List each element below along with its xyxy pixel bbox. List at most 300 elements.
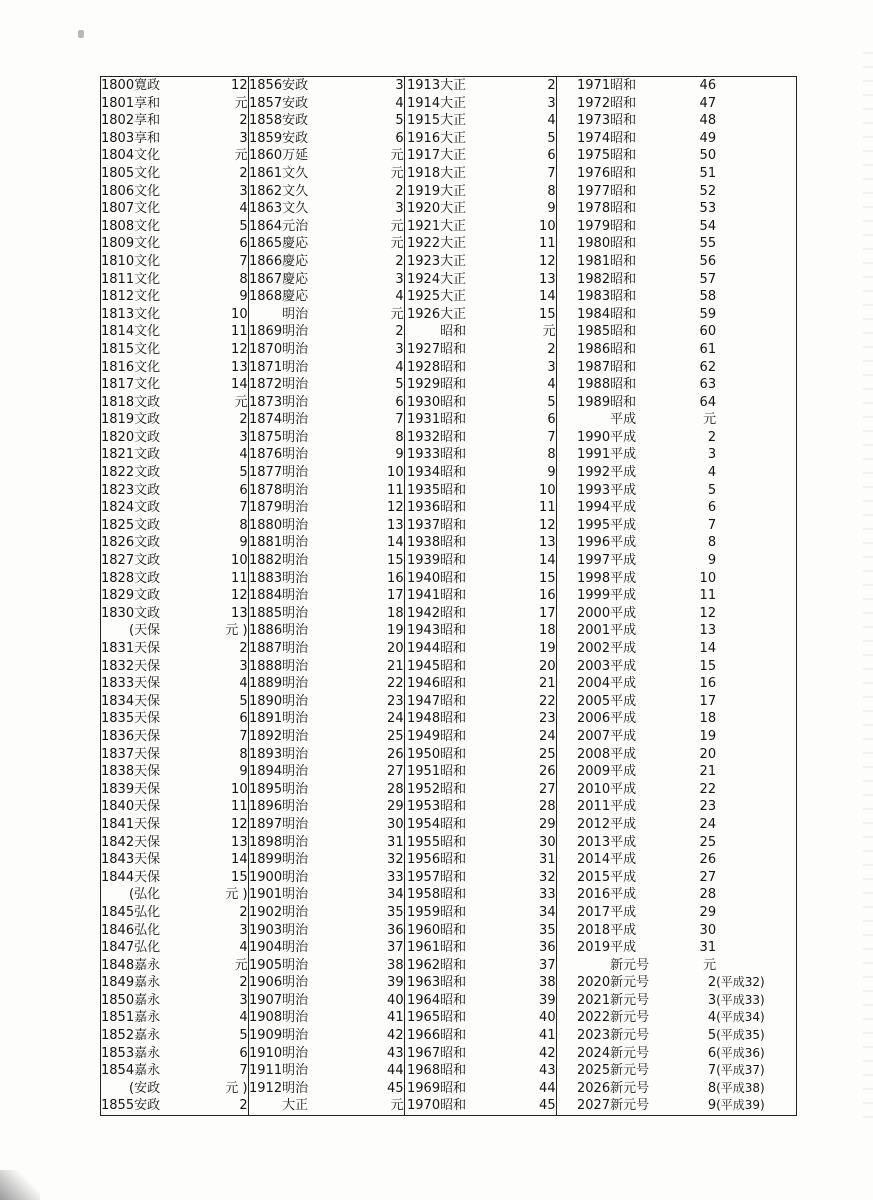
heisei-equivalent-cell: (平成36): [716, 1045, 765, 1060]
year-cell: 1929: [407, 377, 441, 393]
year-cell: 1810: [101, 253, 135, 269]
era-name-cell: 昭和: [440, 975, 467, 991]
year-cell: 1894: [249, 764, 283, 780]
era-name-cell: 文政: [134, 517, 161, 533]
era-name-cell: 新元号: [610, 1028, 650, 1044]
era-name-cell: 昭和: [440, 869, 467, 885]
year-cell: 2022: [577, 1010, 611, 1026]
era-name-cell: 平成: [610, 676, 637, 692]
heisei-equivalent-cell: [716, 922, 796, 940]
era-name-cell: 明治: [282, 834, 309, 850]
year-cell: 1973: [577, 113, 611, 129]
era-name-cell: 平成: [610, 465, 637, 481]
era-year-cell: 14: [354, 534, 404, 552]
era-year-cell: 5: [172, 693, 248, 711]
era-name-cell: 平成: [610, 940, 637, 956]
year-cell: 1874: [249, 412, 283, 428]
era-year-cell: 6: [492, 147, 556, 165]
heisei-equivalent-cell: [716, 147, 796, 165]
heisei-equivalent-cell: (平成37): [716, 1063, 765, 1078]
era-year-cell: 31: [492, 851, 556, 869]
era-name-cell: 昭和: [610, 394, 637, 410]
year-cell: 2008: [577, 746, 611, 762]
heisei-equivalent-cell: [716, 323, 796, 341]
era-name-cell: 文久: [282, 183, 309, 199]
era-name-cell: 平成: [610, 728, 637, 744]
era-name-cell: 享和: [134, 95, 161, 111]
table-row: [101, 816, 797, 834]
era-name-cell: 大正: [440, 78, 467, 93]
year-cell: 2018: [577, 922, 611, 938]
era-name-cell: 明治: [282, 940, 309, 956]
year-cell: 1881: [249, 535, 283, 551]
year-cell: 1821: [101, 447, 135, 463]
era-year-cell: 17: [492, 605, 556, 623]
era-year-cell: 12: [492, 253, 556, 271]
era-year-cell: 21: [492, 675, 556, 693]
year-cell: 1800: [101, 78, 135, 93]
year-cell: 1802: [101, 113, 135, 129]
era-name-cell: 昭和: [440, 623, 467, 639]
table-row: [101, 1062, 797, 1080]
year-cell: 1850: [101, 992, 135, 1008]
year-cell: 1993: [577, 482, 611, 498]
heisei-equivalent-cell: (平成39): [716, 1098, 765, 1113]
year-cell: 1972: [577, 95, 611, 111]
era-name-cell: 文久: [282, 201, 309, 217]
era-name-cell: 平成: [610, 412, 637, 428]
year-cell: 1813: [101, 306, 135, 322]
year-cell: 1938: [407, 535, 441, 551]
year-cell: 1992: [577, 465, 611, 481]
era-year-cell: 9: [354, 446, 404, 464]
heisei-equivalent-cell: [716, 464, 796, 482]
era-name-cell: 天保: [134, 869, 161, 885]
era-name-cell: 大正: [440, 201, 467, 217]
era-year-cell: 3: [172, 658, 248, 676]
era-year-cell: 44: [492, 1080, 556, 1098]
era-year-cell: 26: [492, 763, 556, 781]
era-name-cell: 大正: [440, 253, 467, 269]
year-cell: 2010: [577, 781, 611, 797]
year-cell: 1811: [101, 271, 135, 287]
year-cell: 2015: [577, 869, 611, 885]
era-year-cell: 28: [354, 781, 404, 799]
era-name-cell: 昭和: [440, 1063, 467, 1079]
era-name-cell: 文化: [134, 148, 161, 164]
era-name-cell: 昭和: [440, 676, 467, 692]
era-year-cell: 元: [172, 95, 248, 113]
era-name-cell: 昭和: [610, 165, 637, 181]
era-year-cell: 22: [699, 781, 717, 797]
table-row: [101, 77, 797, 95]
year-cell: 1969: [407, 1080, 441, 1096]
heisei-equivalent-cell: [716, 851, 796, 869]
heisei-equivalent-cell: [716, 499, 796, 517]
era-name-cell: 新元号: [610, 992, 650, 1008]
era-year-cell: 3: [707, 992, 717, 1008]
era-year-cell: 元 ): [172, 622, 248, 640]
year-cell: 1963: [407, 975, 441, 991]
year-cell: 1893: [249, 746, 283, 762]
table-row: [101, 728, 797, 746]
heisei-equivalent-cell: [716, 658, 796, 676]
era-name-cell: 明治: [282, 465, 309, 481]
year-cell: 2003: [577, 658, 611, 674]
era-name-cell: 弘化: [134, 922, 161, 938]
year-cell: 2024: [577, 1045, 611, 1061]
year-cell: 1977: [577, 183, 611, 199]
year-cell: 1880: [249, 517, 283, 533]
year-cell: 1807: [101, 201, 135, 217]
year-cell: 1829: [101, 588, 135, 604]
year-cell: 1937: [407, 517, 441, 533]
year-cell: 1898: [249, 834, 283, 850]
year-cell: 1916: [407, 130, 441, 146]
year-cell: 1831: [101, 641, 135, 656]
year-cell: 1900: [249, 869, 283, 885]
year-cell: 1882: [249, 553, 283, 569]
era-name-cell: 平成: [610, 781, 637, 797]
era-name-cell: 明治: [282, 887, 309, 903]
era-year-cell: 3: [172, 183, 248, 201]
table-row: [101, 763, 797, 781]
era-name-cell: 文久: [282, 165, 309, 181]
era-year-cell: 15: [492, 306, 556, 324]
era-year-cell: 8: [354, 429, 404, 447]
year-cell: 1867: [249, 271, 283, 287]
year-cell: 1931: [407, 412, 441, 428]
table-row: [101, 1009, 797, 1027]
era-year-cell: 3: [172, 992, 248, 1010]
era-name-cell: 明治: [282, 641, 309, 656]
era-year-cell: 4: [172, 446, 248, 464]
year-cell: 1825: [101, 517, 135, 533]
year-cell: 1890: [249, 693, 283, 709]
era-year-cell: 5: [354, 376, 404, 394]
heisei-equivalent-cell: [716, 570, 796, 588]
era-name-cell: 文政: [134, 588, 161, 604]
era-year-cell: 元: [354, 218, 404, 236]
year-cell: 1924: [407, 271, 441, 287]
year-cell: 1923: [407, 253, 441, 269]
heisei-equivalent-cell: [716, 622, 796, 640]
era-year-cell: 21: [354, 658, 404, 676]
era-name-cell: 昭和: [440, 447, 467, 463]
era-name-cell: 享和: [134, 130, 161, 146]
era-year-cell: 32: [492, 869, 556, 887]
era-year-cell: 4: [492, 112, 556, 130]
heisei-equivalent-cell: [716, 376, 796, 394]
year-cell: 1985: [577, 324, 611, 340]
year-cell: 1935: [407, 482, 441, 498]
year-cell: 1975: [577, 148, 611, 164]
era-name-cell: 安政: [282, 113, 309, 129]
heisei-equivalent-cell: [716, 869, 796, 887]
year-cell: 1887: [249, 641, 283, 656]
year-cell: 2026: [577, 1080, 611, 1096]
year-cell: 1816: [101, 359, 135, 375]
year-cell: 1956: [407, 852, 441, 868]
year-cell: 1901: [249, 887, 283, 903]
era-year-cell: 45: [492, 1097, 556, 1115]
table-row: [101, 446, 797, 464]
era-name-cell: 万延: [282, 148, 309, 164]
year-cell: 1941: [407, 588, 441, 604]
era-name-cell: 安政: [282, 95, 309, 111]
era-year-cell: 3: [354, 77, 404, 95]
era-year-cell: 3: [492, 359, 556, 377]
era-name-cell: 文政: [134, 429, 161, 445]
era-name-cell: 嘉永: [134, 1063, 161, 1079]
era-year-cell: 4: [172, 200, 248, 218]
era-name-cell: 大正: [282, 1098, 309, 1114]
era-year-cell: 42: [492, 1045, 556, 1063]
era-name-cell: 昭和: [610, 377, 637, 393]
year-cell: 1964: [407, 992, 441, 1008]
era-name-cell: 嘉永: [134, 992, 161, 1008]
year-cell: 1847: [101, 940, 135, 956]
era-year-cell: 19: [354, 622, 404, 640]
table-row: [101, 675, 797, 693]
heisei-equivalent-cell: (平成33): [716, 992, 765, 1007]
era-name-cell: 昭和: [440, 412, 467, 428]
era-year-cell: 8: [492, 183, 556, 201]
heisei-equivalent-cell: [716, 341, 796, 359]
era-year-cell: 58: [699, 289, 717, 305]
table-row: [101, 376, 797, 394]
era-name-cell: 文政: [134, 535, 161, 551]
year-cell: 1855: [101, 1098, 135, 1114]
table-row: [101, 482, 797, 500]
era-year-cell: 3: [354, 341, 404, 359]
year-cell: 1913: [407, 78, 441, 93]
year-cell: 1984: [577, 306, 611, 322]
table-row: [101, 605, 797, 623]
table-row: [101, 517, 797, 535]
era-name-cell: 昭和: [440, 517, 467, 533]
era-year-cell: 63: [699, 377, 717, 393]
table-row: [101, 1027, 797, 1045]
era-year-cell: 43: [354, 1045, 404, 1063]
era-name-cell: 昭和: [440, 465, 467, 481]
era-year-cell: 28: [699, 887, 717, 903]
era-year-cell: 13: [172, 834, 248, 852]
era-year-cell: 20: [354, 640, 404, 658]
era-name-cell: 平成: [610, 887, 637, 903]
era-conversion-table: [100, 76, 797, 1116]
year-cell: 1836: [101, 728, 135, 744]
heisei-equivalent-cell: [716, 781, 796, 799]
year-cell: 1939: [407, 553, 441, 569]
era-year-cell: 18: [354, 605, 404, 623]
year-cell: 1854: [101, 1063, 135, 1079]
era-year-cell: 8: [172, 271, 248, 289]
era-year-cell: 2: [707, 975, 717, 991]
era-year-cell: 2: [172, 974, 248, 992]
era-year-cell: 3: [172, 130, 248, 148]
era-name-cell: 文化: [134, 377, 161, 393]
era-year-cell: 48: [699, 113, 717, 129]
era-year-cell: 27: [492, 781, 556, 799]
era-name-cell: 平成: [610, 429, 637, 445]
era-name-cell: 明治: [282, 711, 309, 727]
era-name-cell: 弘化: [134, 904, 161, 920]
year-cell: 1974: [577, 130, 611, 146]
era-name-cell: 昭和: [440, 482, 467, 498]
year-cell: 1971: [577, 78, 611, 93]
year-cell: 1944: [407, 641, 441, 656]
table-row: [101, 112, 797, 130]
year-cell: 1817: [101, 377, 135, 393]
era-name-cell: 明治: [282, 992, 309, 1008]
year-cell: 2020: [577, 975, 611, 991]
era-name-cell: 昭和: [610, 271, 637, 287]
table-row: [101, 834, 797, 852]
year-cell: 1884: [249, 588, 283, 604]
era-year-cell: 12: [354, 499, 404, 517]
era-name-cell: 平成: [610, 447, 637, 463]
era-name-cell: 明治: [282, 1080, 309, 1096]
era-year-cell: 39: [354, 974, 404, 992]
era-name-cell: 大正: [440, 113, 467, 129]
era-name-cell: 昭和: [610, 78, 637, 93]
year-cell: 1978: [577, 201, 611, 217]
era-name-cell: 明治: [282, 1028, 309, 1044]
era-name-cell: 昭和: [440, 904, 467, 920]
era-year-cell: 16: [354, 570, 404, 588]
year-cell: 1904: [249, 940, 283, 956]
era-year-cell: 元: [354, 147, 404, 165]
era-name-cell: 安政: [134, 1098, 161, 1114]
year-cell: 1928: [407, 359, 441, 375]
era-name-cell: 文化: [134, 271, 161, 287]
year-cell: 1845: [101, 904, 135, 920]
era-name-cell: 文化: [134, 306, 161, 322]
era-name-cell: 平成: [610, 623, 637, 639]
year-cell: 1823: [101, 482, 135, 498]
table-row: [101, 95, 797, 113]
era-name-cell: 明治: [282, 306, 309, 322]
era-year-cell: 元: [172, 147, 248, 165]
era-name-cell: 明治: [282, 1010, 309, 1026]
year-cell: 1976: [577, 165, 611, 181]
era-year-cell: 30: [699, 922, 717, 938]
scan-speck: [78, 30, 84, 38]
era-name-cell: 明治: [282, 429, 309, 445]
year-cell: 1943: [407, 623, 441, 639]
era-year-cell: 14: [492, 288, 556, 306]
era-year-cell: 元: [492, 323, 556, 341]
year-cell: 1883: [249, 570, 283, 586]
year-cell: 2005: [577, 693, 611, 709]
era-name-cell: 慶応: [282, 236, 309, 252]
era-year-cell: 38: [354, 957, 404, 975]
era-year-cell: 9: [492, 200, 556, 218]
era-name-cell: 明治: [282, 693, 309, 709]
year-cell: 1958: [407, 887, 441, 903]
era-name-cell: 平成: [610, 746, 637, 762]
year-cell: 1934: [407, 465, 441, 481]
era-name-cell: 昭和: [440, 746, 467, 762]
era-year-cell: 7: [492, 429, 556, 447]
era-name-cell: 明治: [282, 412, 309, 428]
heisei-equivalent-cell: [716, 552, 796, 570]
year-cell: 1846: [101, 922, 135, 938]
year-cell: 2012: [577, 816, 611, 832]
era-year-cell: 22: [354, 675, 404, 693]
era-name-cell: 大正: [440, 236, 467, 252]
year-cell: [556, 411, 610, 429]
era-year-cell: 41: [354, 1009, 404, 1027]
era-name-cell: 昭和: [440, 799, 467, 815]
era-name-cell: 天保: [134, 711, 161, 727]
era-year-cell: 17: [699, 693, 717, 709]
era-year-cell: 5: [354, 112, 404, 130]
era-name-cell: 文政: [134, 553, 161, 569]
era-name-cell: 昭和: [610, 148, 637, 164]
era-year-cell: 34: [492, 904, 556, 922]
era-year-cell: 2: [172, 904, 248, 922]
era-year-cell: 元: [703, 957, 717, 973]
era-name-cell: 明治: [282, 570, 309, 586]
heisei-equivalent-cell: [716, 288, 796, 306]
table-row: [101, 534, 797, 552]
era-year-cell: 4: [707, 465, 717, 481]
era-year-cell: 23: [492, 710, 556, 728]
year-cell: 2006: [577, 711, 611, 727]
era-name-cell: 安政: [282, 78, 309, 93]
era-year-cell: 34: [354, 886, 404, 904]
era-name-cell: 明治: [282, 904, 309, 920]
year-cell: 1859: [249, 130, 283, 146]
year-cell: 1911: [249, 1063, 283, 1079]
year-cell: 2021: [577, 992, 611, 1008]
era-name-cell: 明治: [282, 500, 309, 516]
era-name-cell: 明治: [282, 605, 309, 621]
year-cell: 1909: [249, 1028, 283, 1044]
year-cell: 1930: [407, 394, 441, 410]
table-row: [101, 464, 797, 482]
year-cell: 1888: [249, 658, 283, 674]
era-name-cell: 天保: [134, 693, 161, 709]
era-name-cell: 文化: [134, 218, 161, 234]
year-cell: 1853: [101, 1045, 135, 1061]
era-name-cell: 昭和: [440, 1010, 467, 1026]
era-name-cell: 昭和: [610, 324, 637, 340]
era-name-cell: 慶応: [282, 253, 309, 269]
year-cell: 1932: [407, 429, 441, 445]
year-cell: 1838: [101, 764, 135, 780]
year-cell: [248, 1097, 282, 1115]
year-cell: 1965: [407, 1010, 441, 1026]
era-year-cell: 4: [354, 95, 404, 113]
era-year-cell: 31: [699, 940, 717, 956]
era-year-cell: 35: [354, 904, 404, 922]
heisei-equivalent-cell: [716, 165, 796, 183]
era-year-cell: 61: [699, 341, 717, 357]
era-year-cell: 12: [172, 341, 248, 359]
era-name-cell: 平成: [610, 904, 637, 920]
era-name-cell: 平成: [610, 517, 637, 533]
year-cell: 2027: [577, 1098, 611, 1114]
era-name-cell: 明治: [282, 816, 309, 832]
year-cell: 1863: [249, 201, 283, 217]
era-name-cell: 平成: [610, 693, 637, 709]
era-year-cell: 7: [707, 517, 717, 533]
era-year-cell: 7: [492, 165, 556, 183]
era-year-cell: 2: [354, 253, 404, 271]
